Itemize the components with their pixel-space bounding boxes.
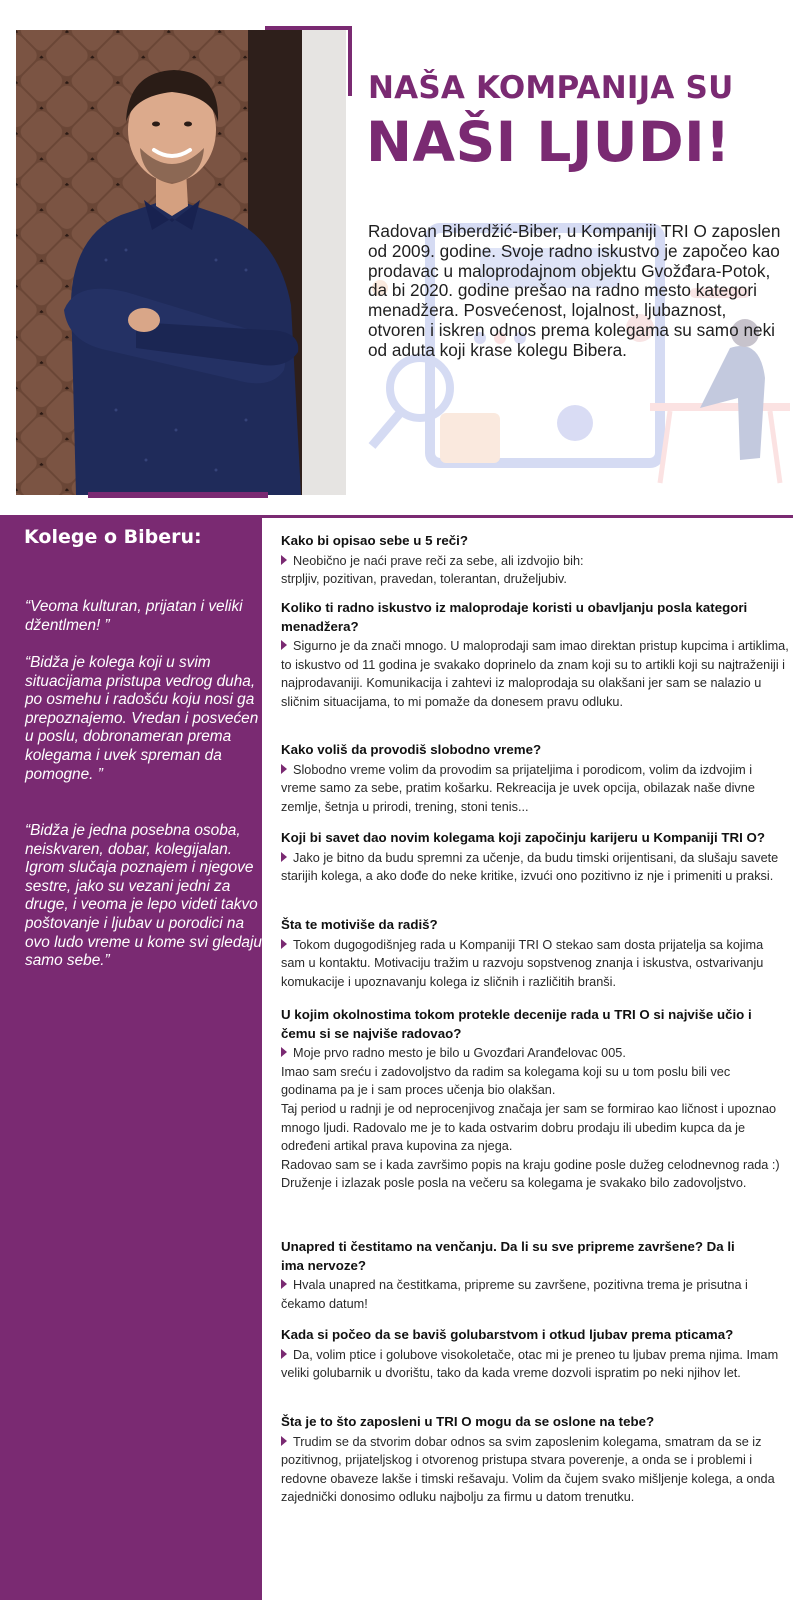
answer: Sigurno je da znači mnogo. U maloprodaji sam imao direktan pristup kupcima i artiklima, to iskustvo od 11 godina je svakako doprinelo da znam koji su to artikli koji su najtraženiji i najprodavaniji. Komunikacija i zahtevi iz maloprodaja su olakšani jer sam se nalazio u sličnim situacijama, to mi pomaže da donesem pravu odluku. [281, 639, 789, 709]
bullet-triangle-icon [281, 1047, 287, 1057]
question: U kojim okolnostima tokom protekle decenije rada u TRI O si najviše učio i čemu si se najviše radovao? [281, 1007, 752, 1041]
intro-paragraph: Radovan Biberdžić-Biber, u Kompaniji TRI O zaposlen od 2009. godine. Svoje radno iskustvo je započeo kao prodavac u maloprodajnom objektu Gvožđara-Potok, da bi 2020. godine prešao na radno mesto kategori menadžera. Posvećenost, lojalnost, ljubaznost, otvoren i iskren odnos prema kolegama su samo neki od aduta koji krase kolegu Bibera. [368, 221, 781, 360]
qa-block [281, 829, 789, 886]
qa-block [281, 599, 789, 712]
colleague-quote: “Bidža je kolega koji u svim situacijama pristupa vedrog duha, po osmehu i radošću koju nosi ga prepoznajemo. Vredan i posvećen u poslu, dobronameran prema kolegama i uvek spreman da pomogne. ” [25, 654, 259, 783]
question: Kako voliš da provodiš slobodno vreme? [281, 742, 542, 757]
question: Koji bi savet dao novim kolegama koji započinju karijeru u Kompaniji TRI O? [281, 830, 765, 845]
answer: Slobodno vreme volim da provodim sa prijateljima i porodicom, volim da izdvojim i vreme samo za sebe, pratim košarku. Rekreacija je uvek opcija, obilazak naše divne zemlje, šetnja u prirodi, trening, stoni tenis... [281, 762, 755, 814]
colleague-quote: “Veoma kulturan, prijatan i veliki džentlmen! ” [25, 598, 243, 634]
question: Kako bi opisao sebe u 5 reči? [281, 533, 468, 548]
frame-accent-side [348, 26, 352, 96]
headline-line-2: NAŠI LJUDI! [366, 110, 731, 174]
qa-block [281, 1238, 789, 1313]
bullet-triangle-icon [281, 640, 287, 650]
qa-block [281, 1006, 789, 1193]
bullet-triangle-icon [281, 1349, 287, 1359]
sidebar-title: Kolege o Biberu: [24, 526, 202, 548]
bullet-triangle-icon [281, 939, 287, 949]
qa-block [281, 1326, 789, 1383]
question: Koliko ti radno iskustvo iz maloprodaje koristi u obavljanju posla kategori menadžera? [281, 600, 748, 634]
answer: Trudim se da stvorim dobar odnos sa svim zaposlenim kolegama, smatram da se iz pozitivnog, prijateljskog i otvorenog pristupa stvara poverenje, a onda se i problemi i redovne obaveze lakše i timski rešavaju. Volim da čujem svako mišljenje kolega, a onda zajednički donosimo odluku najbolju za firmu u datom trenutku. [281, 1434, 775, 1505]
question: Šta te motiviše da radiš? [281, 917, 438, 932]
question: Unapred ti čestitamo na venčanju. Da li su sve pripreme završene? Da li ima nervoze? [281, 1239, 735, 1273]
answer: Jako je bitno da budu spremni za učenje, da budu timski orijentisani, da slušaju savete starijih kolega, a ako dođe do neke kritike, izvući ono pozitivno iz nje i primeniti u praksi. [281, 850, 779, 884]
answer: Tokom dugogodišnjeg rada u Kompaniji TRI O stekao sam dosta prijatelja sa kojima sam u kontaktu. Motivaciju tražim u razvoju sopstvenog znanja i iskustva, ostvarivanju komukacije i upoznavanju kolega iz sličnih i različitih branši. [281, 937, 764, 989]
bullet-triangle-icon [281, 852, 287, 862]
answer: Moje prvo radno mesto je bilo u Gvozđari Aranđelovac 005. Imao sam sreću i zadovoljstvo da radim sa kolegama koji su u tom poslu bili vec godinama pa je i sam proces učenja bio olakšan. Taj period u radnji je od neprocenjivog značaja jer sam se formirao kao ličnost i upoznao mnogo ljudi. Radovalo me je to kada ostvarim dobru prodaju ili ubedim kupca da je određeni artikal prava kupovina za njega. Radovao sam se i kada završimo popis na kraju godine posle dužeg celodnevnog rada :) Druženje i izlazak posle posla na večeru sa kolegama je svakako bilo zadovoljstvo. [281, 1046, 780, 1191]
bullet-triangle-icon [281, 555, 287, 565]
bullet-triangle-icon [281, 1279, 287, 1289]
colleague-quote: “Bidža je jedna posebna osoba, neiskvaren, dobar, kolegijalan. Igrom slučaja poznajem i njegove sestre, jako su vezani jedni za druge, i veoma je lepo videti takvo poštovanje i ljubav u porodici na ovo ludo vreme u kome svi gledaju samo sebe.” [25, 822, 262, 970]
qa-block [281, 741, 789, 816]
qa-block [281, 916, 789, 991]
portrait-photo [16, 30, 346, 495]
bullet-triangle-icon [281, 1436, 287, 1446]
portrait-illustration [16, 30, 346, 495]
qa-block [281, 1413, 789, 1507]
bullet-triangle-icon [281, 764, 287, 774]
answer: Da, volim ptice i golubove visokoletače, otac mi je preneo tu ljubav prema njima. Imam veliki golubarnik u dvorištu, tako da kada vreme dozvoli ispratim po neki njihov let. [281, 1347, 779, 1381]
answer: Hvala unapred na čestitkama, pripreme su završene, pozitivna trema je prisutna i čekamo datum! [281, 1278, 748, 1311]
answer: Neobično je naći prave reči za sebe, ali izdvojio bih: strpljiv, pozitivan, pravedan, tolerantan, druželjubiv. [281, 553, 584, 587]
headline-line-1: NAŠA KOMPANIJA SU [368, 70, 734, 106]
frame-accent-bottom [88, 492, 268, 498]
question: Šta je to što zaposleni u TRI O mogu da se oslone na tebe? [281, 1414, 655, 1429]
qa-block [281, 532, 789, 589]
frame-accent-top [265, 26, 352, 30]
question: Kada si počeo da se baviš golubarstvom i otkud ljubav prema pticama? [281, 1327, 734, 1342]
